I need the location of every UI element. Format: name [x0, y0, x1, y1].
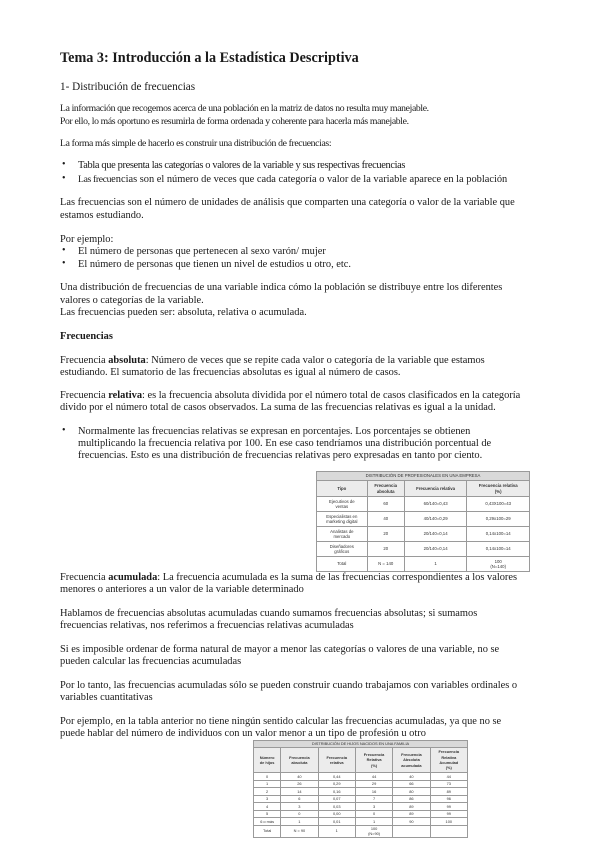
- table-cell: 0,16: [318, 788, 355, 796]
- table-cell: 44: [430, 773, 467, 781]
- table-cell: Diseñadores gráficos: [317, 542, 368, 557]
- table-cell: Especialistas en marketing digital: [317, 512, 368, 527]
- table-cell: 90: [393, 818, 430, 826]
- table-cell: 0,43X100=43: [467, 497, 530, 512]
- table-row: [317, 557, 530, 572]
- bullet-icon: •: [62, 159, 66, 170]
- bullet-icon: •: [62, 425, 66, 436]
- table-cell: 29: [355, 780, 392, 788]
- table-cell: 5: [254, 810, 281, 818]
- table-caption: DISTRIBUCIÓN DE PROFESIONALES EN UNA EMPRESA: [317, 472, 530, 481]
- table-cell: 20/140=0,14: [404, 527, 467, 542]
- table-cell: 40: [393, 773, 430, 781]
- table-cell: 100 (N=90): [355, 825, 392, 837]
- table-cell: 40/140=0,29: [404, 512, 467, 527]
- table-row: [254, 788, 468, 796]
- table-cell: 20: [367, 527, 404, 542]
- table-cell: Total: [254, 825, 281, 837]
- table-cell: 40: [367, 512, 404, 527]
- table-cell: 3: [281, 803, 318, 811]
- table-cell: 0: [355, 810, 392, 818]
- table-cell: 4: [254, 803, 281, 811]
- acumulada-line-2: menores o anteriores a un valor de la variable determinado: [60, 584, 304, 595]
- dist-bullet-2: Las frecuencias son el número de veces que cada categoría o valor de la variable aparece en la población: [78, 174, 508, 185]
- column-header: Frecuencia Relativa (%): [355, 748, 392, 773]
- table-cell: 60/140=0,43: [404, 497, 467, 512]
- relativa-line-1: Frecuencia relativa: es la frecuencia absoluta dividida por el número total de casos clasificados en la categoría: [60, 390, 521, 401]
- column-header: Tipo: [317, 481, 368, 497]
- table-cell: Ejecutivos de ventas: [317, 497, 368, 512]
- table-cell: 1: [355, 818, 392, 826]
- table-cell: N = 140: [367, 557, 404, 572]
- column-header: Frecuencia relativa: [318, 748, 355, 773]
- freq-def-line-1: Las frecuencias son el número de unidades de análisis que comparten una categoría o valor de la variable que: [60, 197, 515, 208]
- simple-form-paragraph: La forma más simple de hacerlo es construir una distribución de frecuencias:: [60, 138, 332, 149]
- table-cell: 89: [430, 788, 467, 796]
- bullet-icon: •: [62, 173, 66, 184]
- table-cell: 0: [254, 773, 281, 781]
- percent-bullet-line-3: frecuencias. Esto es una distribución de frecuencias relativas pero expresadas en tanto por ciento.: [78, 450, 483, 461]
- relativa-line-2: divido por el número total de casos observados. La suma de las frecuencias relativas es igual a la unidad.: [60, 402, 496, 413]
- distribution-line-2: valores o categorías de la variable.: [60, 295, 204, 306]
- table-row: [317, 497, 530, 512]
- table-cell: 20: [367, 542, 404, 557]
- imposible-line-1: Si es imposible ordenar de forma natural de mayor a menor las categorías o valores de una variable, no se: [60, 644, 500, 655]
- table-cell: Analistas de mercado: [317, 527, 368, 542]
- table-cell: 0,29: [318, 780, 355, 788]
- imposible-line-2: pueden calcular las frecuencias acumuladas: [60, 656, 242, 667]
- table-cell: 0,29x100=29: [467, 512, 530, 527]
- table-cell: 100 (N=140): [467, 557, 530, 572]
- table-cell: 0,00: [318, 810, 355, 818]
- table-cell: 0,07: [318, 795, 355, 803]
- table-cell: 0,44: [318, 773, 355, 781]
- dist-bullet-1: Tabla que presenta las categorías o valores de la variable y sus respectivas frecuencias: [78, 160, 406, 171]
- absoluta-line-1: Frecuencia absoluta: Número de veces que se repite cada valor o categoría de la variable que estamos: [60, 355, 485, 366]
- table-row: [254, 818, 468, 826]
- table-row: [254, 780, 468, 788]
- ejemplo-tabla-line-2: puede hablar del número de individuos con un valor menor a un tipo de profesión u otro: [60, 728, 426, 739]
- column-header: Frecuencia relativa: [404, 481, 467, 497]
- table-cell: 6: [281, 795, 318, 803]
- column-header: Frecuencia relativa (%): [467, 481, 530, 497]
- table-cell: 3: [254, 795, 281, 803]
- intro-line-1: La información que recogemos acerca de una población en la matriz de datos no resulta muy manejable.: [60, 103, 429, 114]
- table-cell: [430, 825, 467, 837]
- page-title: Tema 3: Introducción a la Estadística Descriptiva: [60, 50, 359, 66]
- table-cell: 0,03: [318, 803, 355, 811]
- table-row: [254, 825, 468, 837]
- table-cell: 20/140=0,14: [404, 542, 467, 557]
- table-row: [254, 803, 468, 811]
- table-row: [317, 527, 530, 542]
- hablamos-line-2: frecuencias relativas, nos referimos a frecuencias relativas acumuladas: [60, 620, 354, 631]
- table-caption: DISTRIBUCIÓN DE HIJOS NACIDOS EN UNA FAMILIA: [254, 741, 468, 748]
- column-header: Frecuencia absoluta: [281, 748, 318, 773]
- por-lo-tanto-line-1: Por lo tanto, las frecuencias acumuladas sólo se pueden construir cuando trabajamos con variables ordinales o: [60, 680, 518, 691]
- example-bullet-2: El número de personas que tienen un nivel de estudios u otro, etc.: [78, 259, 351, 270]
- table-cell: 7: [355, 795, 392, 803]
- table-cell: 6 o más: [254, 818, 281, 826]
- percent-bullet-line-2: multiplicando la frecuencia relativa por 100. En ese caso tendríamos una distribución porcentual de: [78, 438, 492, 449]
- table-cell: 0: [281, 810, 318, 818]
- ejemplo-tabla-line-1: Por ejemplo, en la tabla anterior no tiene ningún sentido calcular las frecuencias acumuladas, ya que no se: [60, 716, 502, 727]
- table-cell: 99: [430, 810, 467, 818]
- distribution-line-1: Una distribución de frecuencias de una variable indica cómo la población se distribuye entre los diferentes: [60, 282, 503, 293]
- table-row: [254, 773, 468, 781]
- por-lo-tanto-line-2: variables cuantitativas: [60, 692, 153, 703]
- table-row: [254, 810, 468, 818]
- example-label: Por ejemplo:: [60, 234, 114, 245]
- table-cell: 14: [281, 788, 318, 796]
- table-cell: 26: [281, 780, 318, 788]
- column-header: Frecuencia Absoluta acumulada: [393, 748, 430, 773]
- table-cell: N = 90: [281, 825, 318, 837]
- column-header: Número de hijos: [254, 748, 281, 773]
- intro-line-2: Por ello, lo más oportuno es resumirla de forma ordenada y coherente para hacerla más manejable.: [60, 116, 409, 127]
- absoluta-line-2: estudiando. El sumatorio de las frecuencias absolutas es igual al número de casos.: [60, 367, 401, 378]
- table-cell: 99: [430, 803, 467, 811]
- table-cell: 1: [404, 557, 467, 572]
- table-cell: 44: [355, 773, 392, 781]
- table-cell: 1: [281, 818, 318, 826]
- table-cell: 16: [355, 788, 392, 796]
- table-cell: 100: [430, 818, 467, 826]
- table-cell: 1: [254, 780, 281, 788]
- table-cell: [393, 825, 430, 837]
- table-row: [317, 512, 530, 527]
- table-cell: 40: [281, 773, 318, 781]
- table-cell: 80: [393, 788, 430, 796]
- column-header: Frecuencia Relativa Acumulad (%): [430, 748, 467, 773]
- table-cell: Total: [317, 557, 368, 572]
- example-bullet-1: El número de personas que pertenecen al sexo varón/ mujer: [78, 246, 326, 257]
- table-cell: 73: [430, 780, 467, 788]
- table-cell: 86: [393, 795, 430, 803]
- table-cell: 1: [318, 825, 355, 837]
- table-row: [317, 542, 530, 557]
- table-row: [254, 795, 468, 803]
- hijos-table: [253, 740, 468, 838]
- table-cell: 2: [254, 788, 281, 796]
- freq-def-line-2: estamos estudiando.: [60, 210, 144, 221]
- profesionales-table: [316, 471, 530, 572]
- table-cell: 0,14x100=14: [467, 542, 530, 557]
- bullet-icon: •: [62, 245, 66, 256]
- column-header: Frecuencia absoluta: [367, 481, 404, 497]
- table-cell: 0,01: [318, 818, 355, 826]
- table-cell: 66: [393, 780, 430, 788]
- table-cell: 89: [393, 803, 430, 811]
- table-cell: 96: [430, 795, 467, 803]
- acumulada-line-1: Frecuencia acumulada: La frecuencia acumulada es la suma de las frecuencias correspondientes a los valores: [60, 572, 518, 583]
- frecuencias-heading: Frecuencias: [60, 331, 113, 342]
- bullet-icon: •: [62, 258, 66, 269]
- hablamos-line-1: Hablamos de frecuencias absolutas acumuladas cuando sumamos frecuencias absolutas; si sumamos: [60, 608, 478, 619]
- distribution-line-3: Las frecuencias pueden ser: absoluta, relativa o acumulada.: [60, 307, 307, 318]
- table-cell: 0,14x100=14: [467, 527, 530, 542]
- table-cell: 60: [367, 497, 404, 512]
- percent-bullet-line-1: Normalmente las frecuencias relativas se expresan en porcentajes. Los porcentajes se obtienen: [78, 426, 471, 437]
- section-heading-distribucion: 1- Distribución de frecuencias: [60, 81, 196, 93]
- table-cell: 89: [393, 810, 430, 818]
- table-cell: 3: [355, 803, 392, 811]
